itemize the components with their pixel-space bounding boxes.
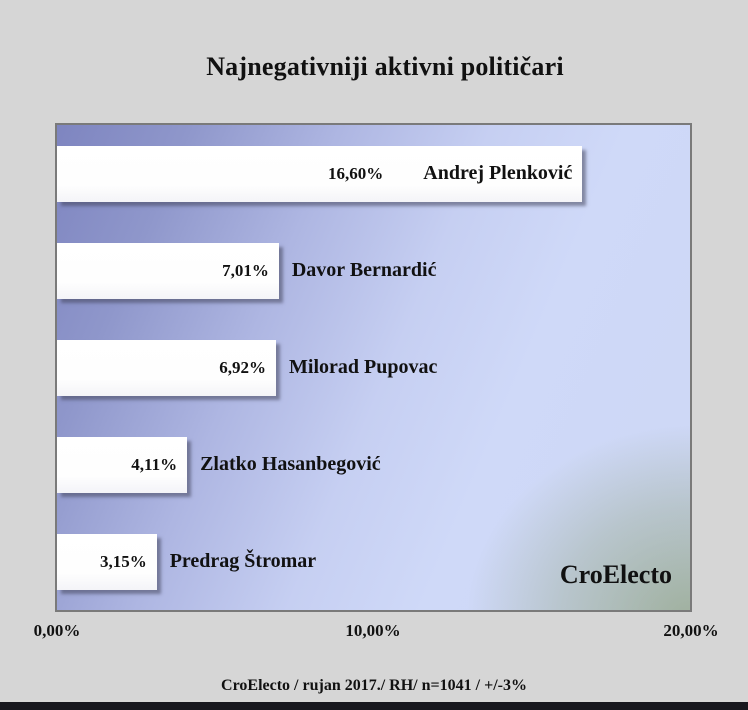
bottom-accent-bar (0, 702, 748, 710)
bar-value-label: 6,92% (219, 357, 267, 377)
bar-row (57, 319, 690, 416)
bar-category-label: Zlatko Hasanbegović (200, 453, 381, 475)
bar-value-label: 4,11% (131, 454, 178, 474)
bar (57, 340, 276, 396)
bar (57, 243, 279, 299)
bar-category-label: Milorad Pupovac (289, 356, 438, 378)
bar-category-label: Davor Bernardić (291, 259, 437, 281)
bar-category-label: Predrag Štromar (169, 550, 317, 572)
bar (57, 534, 157, 590)
x-axis-tick-max: 20,00% (663, 621, 719, 640)
watermark-label: CroElecto (559, 560, 672, 589)
source-caption: CroElecto / rujan 2017./ RH/ n=1041 / +/-3% (221, 677, 527, 694)
chart-title: Najnegativniji aktivni političari (206, 52, 564, 81)
bar (57, 146, 582, 202)
bar-value-label: 7,01% (222, 260, 269, 280)
bar-value-label: 3,15% (99, 551, 147, 571)
bar-row (57, 125, 690, 222)
bar-value-label: 16,60% (328, 163, 384, 183)
bars-container (57, 125, 690, 610)
bar-row (57, 416, 690, 513)
x-axis-tick-mid: 10,00% (345, 621, 401, 640)
plot-area (55, 123, 692, 612)
x-axis-tick-min: 0,00% (33, 621, 81, 640)
bar-row (57, 222, 690, 319)
bar-category-label: Andrej Plenković (423, 162, 573, 184)
bar (57, 437, 187, 493)
